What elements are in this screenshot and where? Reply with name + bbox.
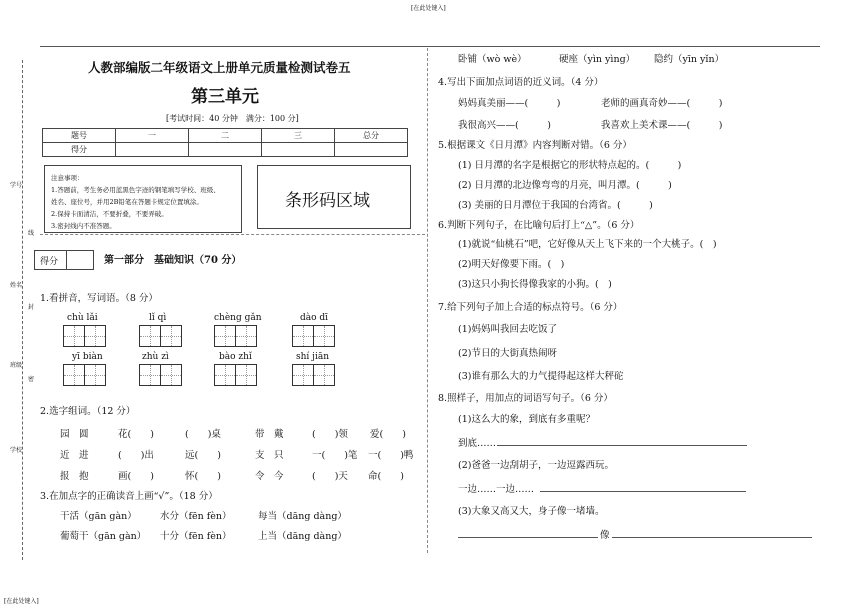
margin-label-name: 姓名 — [10, 282, 23, 289]
score-cell[interactable] — [262, 143, 335, 157]
score-header-total: 总分 — [335, 129, 408, 143]
q1-pinyin: dào dī — [300, 313, 329, 323]
q8-prompt: 像 — [600, 530, 610, 541]
section-score-label: 得分 — [40, 257, 59, 267]
q3-item: 水分（fēn fèn） — [160, 511, 232, 522]
q6-item: (2)明天好像要下雨。( ) — [458, 259, 565, 270]
q1-answer-grid[interactable] — [292, 325, 334, 347]
q7-item: (1)妈妈叫我回去吃饭了 — [458, 324, 557, 335]
q1-answer-grid[interactable] — [292, 364, 334, 386]
q5-title: 5.根据课文《日月潭》内容判断对错。（6 分） — [438, 140, 632, 151]
q2-cell: ( )天 — [312, 471, 348, 482]
score-cell[interactable] — [116, 143, 189, 157]
q2-cell: ( )领 — [312, 429, 348, 440]
section-divider — [40, 234, 425, 235]
q2-cell: 令 今 — [255, 471, 284, 482]
q3-item: 葡萄干（gān gàn） — [60, 531, 147, 542]
q8-answer-line[interactable] — [458, 537, 598, 538]
q3-title: 3.在加点字的正确读音上画“√”。（18 分） — [40, 491, 218, 502]
q4-item: 我很高兴——( ) — [458, 120, 551, 131]
q7-item: (2)节日的大街真热闹呀 — [458, 348, 557, 359]
q1-answer-grid[interactable] — [63, 325, 105, 347]
q8-answer-line[interactable] — [612, 537, 812, 538]
q6-title: 6.判断下列句子，在比喻句后打上“△”。（6 分） — [438, 220, 640, 231]
notice-item: 2.保持卡面清洁，不要折叠，不要弄破。 — [51, 210, 168, 218]
exam-info: [考试时间：40 分钟 满分：100 分] — [166, 114, 299, 123]
q3-item: 每当（dāng dàng） — [258, 511, 347, 522]
q1-pinyin: zhù zì — [142, 352, 169, 362]
score-row-label: 得分 — [43, 143, 116, 157]
q8-prompt: 一边……一边…… — [458, 484, 535, 495]
q1-title: 1.看拼音，写词语。（8 分） — [40, 293, 158, 304]
q4-item: 我喜欢上美术课——( ) — [601, 120, 723, 131]
binding-line — [22, 60, 23, 560]
q1-pinyin: shí jiān — [296, 352, 329, 362]
q2-cell: 怀( ) — [185, 471, 221, 482]
q2-cell: ( )桌 — [185, 429, 221, 440]
score-table — [42, 128, 408, 157]
q1-pinyin: yī biàn — [72, 352, 103, 362]
q8-prompt: 到底…… — [458, 438, 497, 449]
q3-item: 上当（dāng dàng） — [258, 531, 347, 542]
q1-answer-grid[interactable] — [139, 325, 181, 347]
cut-char-seal: 封 — [28, 304, 35, 311]
q3-cont-item: 硬座（yìn yìng） — [559, 54, 636, 65]
column-divider — [427, 48, 428, 553]
margin-label-school: 学校 — [10, 447, 23, 454]
cut-char-secret: 密 — [28, 376, 35, 383]
q5-item: (2) 日月潭的北边像弯弯的月亮，叫月潭。( ) — [458, 180, 672, 191]
score-cell[interactable] — [189, 143, 262, 157]
footer-note: [在此处键入] — [4, 598, 39, 605]
score-header-no: 题号 — [43, 129, 116, 143]
score-header-3: 三 — [262, 129, 335, 143]
notice-item: 1.答题前，考生务必用蓝黑色字迹的钢笔填写学校、班级、 — [51, 186, 220, 194]
q1-pinyin: lǐ qì — [149, 313, 167, 323]
q4-item: 老师的画真奇妙——( ) — [601, 98, 723, 109]
q5-item: (3) 美丽的日月潭位于我国的台湾省。( ) — [458, 200, 653, 211]
q1-pinyin: chèng gǎn — [214, 313, 262, 323]
cut-char-line: 线 — [28, 230, 35, 237]
header-note: [在此处键入] — [411, 5, 446, 12]
q1-answer-grid[interactable] — [214, 364, 256, 386]
q2-cell: 一( )鸭 — [368, 450, 414, 461]
q1-pinyin: chù lǎi — [67, 313, 98, 323]
q2-cell: 爱( ) — [370, 429, 406, 440]
section-title: 第一部分 基础知识（70 分） — [104, 255, 242, 266]
barcode-label: 条形码区域 — [285, 191, 370, 211]
q8-answer-line[interactable] — [497, 445, 747, 446]
q2-cell: ( )出 — [118, 450, 154, 461]
notice-item: 3.密封线内不准答题。 — [51, 222, 116, 230]
q2-title: 2.选字组词。（12 分） — [40, 406, 136, 417]
top-rule — [40, 46, 820, 47]
q8-item: (3)大象又高又大，身子像一堵墙。 — [458, 506, 605, 517]
q3-item: 十分（fēn fèn） — [160, 531, 232, 542]
q2-cell: 一( )笔 — [312, 450, 358, 461]
q3-cont-item: 隐约（yīn yǐn） — [654, 54, 725, 65]
q1-answer-grid[interactable] — [63, 364, 105, 386]
q2-cell: 近 进 — [60, 450, 89, 461]
notice-title: 注意事项： — [51, 174, 84, 182]
q6-item: (1)就说“仙桃石”吧，它好像从天上飞下来的一个大桃子。( ) — [458, 239, 717, 250]
q7-item: (3)谁有那么大的力气提得起这样大秤砣 — [458, 371, 624, 382]
q3-cont-item: 卧铺（wò wè） — [458, 54, 527, 65]
margin-label-id: 学号 — [10, 182, 23, 189]
score-header-1: 一 — [116, 129, 189, 143]
q1-pinyin: bào zhǐ — [219, 352, 252, 362]
q2-cell: 支 只 — [255, 450, 284, 461]
q2-cell: 画( ) — [118, 471, 154, 482]
q2-cell: 报 抱 — [60, 471, 89, 482]
q4-title: 4.写出下面加点词语的近义词。（4 分） — [438, 77, 604, 88]
score-header-2: 二 — [189, 129, 262, 143]
q7-title: 7.给下列句子加上合适的标点符号。（6 分） — [438, 302, 623, 313]
q5-item: (1) 日月潭的名字是根据它的形状特点起的。( ) — [458, 160, 682, 171]
exam-title: 人教部编版二年级语文上册单元质量检测试卷五 — [88, 60, 351, 75]
q1-answer-grid[interactable] — [214, 325, 256, 347]
notice-item: 姓名、座位号，并用2B铅笔在答题卡规定位置填涂。 — [51, 198, 203, 206]
q4-item: 妈妈真美丽——( ) — [458, 98, 561, 109]
q8-item: (2)爸爸一边刮胡子，一边逗露西玩。 — [458, 460, 614, 471]
q6-item: (3)这只小狗长得像我家的小狗。( ) — [458, 279, 612, 290]
q8-answer-line[interactable] — [540, 491, 746, 492]
q2-cell: 园 圆 — [60, 429, 89, 440]
unit-title: 第三单元 — [191, 87, 259, 107]
q3-item: 干活（gān gàn） — [60, 511, 137, 522]
q2-cell: 命( ) — [368, 471, 404, 482]
q8-title: 8.照样子，用加点的词语写句子。（6 分） — [438, 393, 613, 404]
q8-item: (1)这么大的象，到底有多重呢？ — [458, 414, 595, 425]
notice-box — [44, 165, 242, 233]
q2-cell: 远( ) — [185, 450, 221, 461]
margin-label-class: 班级 — [10, 362, 23, 369]
q1-answer-grid[interactable] — [139, 364, 181, 386]
q2-cell: 花( ) — [118, 429, 154, 440]
score-cell[interactable] — [335, 143, 408, 157]
section-score-box — [34, 250, 94, 270]
barcode-box — [257, 165, 411, 229]
q2-cell: 带 戴 — [255, 429, 284, 440]
